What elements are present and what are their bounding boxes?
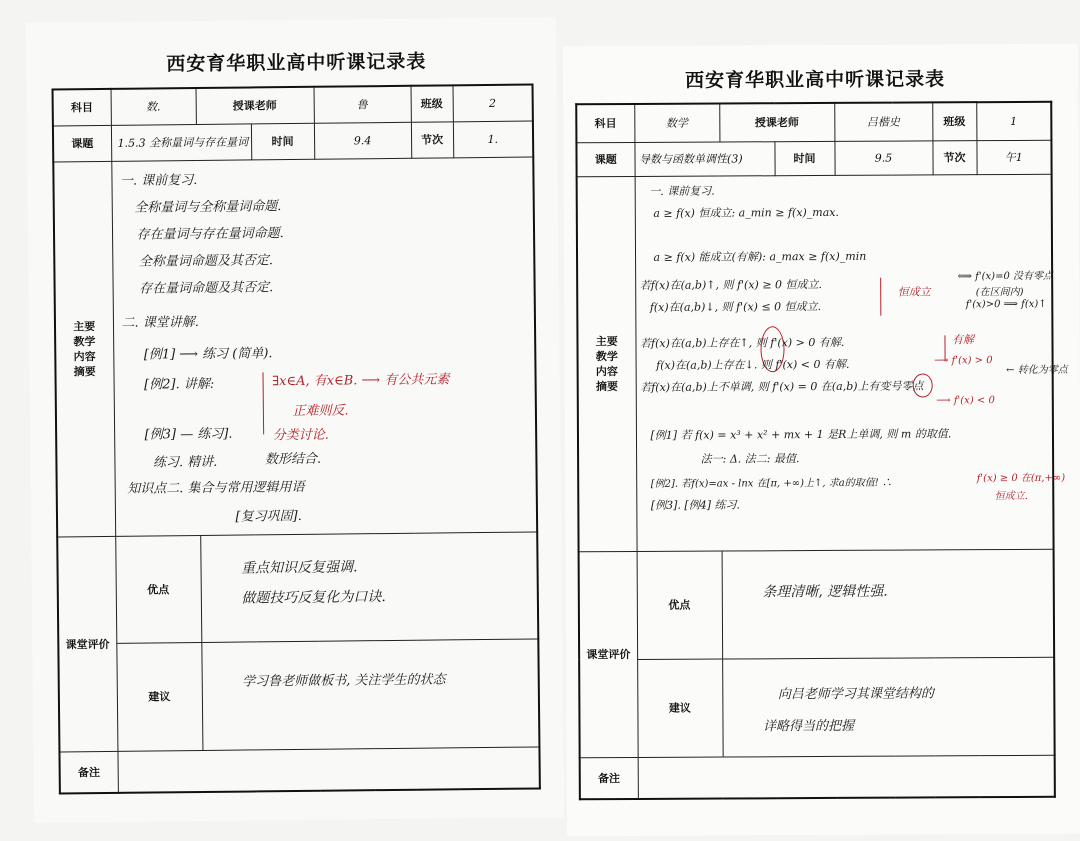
remarks-label: 备注 <box>580 757 638 799</box>
subject-label: 科目 <box>53 89 111 126</box>
annotation: ⟺ f'(x)=0 没有零点 <box>957 270 1054 282</box>
strength-line: 条理清晰, 逻辑性强. <box>762 583 888 600</box>
content-line: 一. 课前复习. <box>119 172 198 189</box>
teacher-label: 授课老师 <box>196 87 314 124</box>
teacher-value: 鲁 <box>314 86 411 123</box>
content-line: 法一: Δ. 法二: 最值. <box>700 451 800 466</box>
content-line: a ≥ f(x) 能成立(有解): a_max ≥ f(x)_min <box>653 249 867 264</box>
red-bracket <box>262 372 264 434</box>
suggestion-line: 详略得当的把握 <box>762 718 855 734</box>
annotation: f'(x)>0 ⟹ f(x)↑ <box>965 298 1047 310</box>
evaluation-label: 课堂评价 <box>579 551 638 757</box>
annotation: 恒成立 <box>897 284 931 299</box>
topic-label: 课题 <box>576 142 634 176</box>
content-line: 若f(x)在(a,b)↑, 则 f'(x) ≥ 0 恒成立. <box>639 277 823 292</box>
topic-label: 课题 <box>53 125 111 162</box>
annotation: 分类讨论. <box>272 427 329 443</box>
content-line: [例2]. 若f(x)=ax - lnx 在[π, +∞)上↑, 求a的取值! ∴ <box>650 477 892 490</box>
suggestions-area <box>201 638 539 750</box>
teacher-value: 吕楷史 <box>834 102 932 141</box>
time-value: 9.5 <box>834 140 932 175</box>
period-label: 节次 <box>411 121 453 157</box>
content-line: 全称量词命题及其否定. <box>138 252 274 270</box>
remarks-area <box>117 746 539 792</box>
suggestions-label: 建议 <box>116 642 202 751</box>
strengths-label: 优点 <box>637 551 723 659</box>
suggestions-row <box>579 657 1055 757</box>
period-value: 1. <box>453 120 533 157</box>
main-content-area <box>111 156 537 535</box>
content-line: f(x)在(a,b)↓, 则 f'(x) ≤ 0 恒成立. <box>649 299 822 314</box>
red-bracket <box>880 277 881 315</box>
teacher-label: 授课老师 <box>719 103 834 142</box>
content-line: 全称量词与全称量词命题. <box>134 198 282 216</box>
annotation: 正难则反. <box>292 402 349 419</box>
period-label: 节次 <box>932 140 976 174</box>
main-content-label: 主要 教学 内容 摘要 <box>577 176 637 551</box>
content-line: 二. 课堂讲解. <box>121 314 199 331</box>
annotation: ⟶ f'(x) < 0 <box>936 394 995 406</box>
time-label: 时间 <box>251 123 314 160</box>
content-line: a ≥ f(x) 恒成立: a_min ≥ f(x)_max. <box>653 205 840 220</box>
suggestion-line: 向吕老师学习其课堂结构的 <box>777 685 934 702</box>
strength-line: 做题技巧反复化为口诀. <box>241 588 386 607</box>
strength-line: 重点知识反复强调. <box>240 558 358 577</box>
subject-value: 数. <box>111 88 196 125</box>
annotation: 恒成立. <box>994 490 1029 502</box>
record-table <box>575 101 1068 800</box>
period-value: 午1 <box>976 140 1051 174</box>
content-line: 若f(x)在(a,b)上存在↑, 则 f'(x) > 0 有解. <box>639 335 845 350</box>
header-row-1 <box>53 84 533 125</box>
subject-value: 数学 <box>634 104 719 142</box>
class-value: 1 <box>976 102 1051 140</box>
content-line: f(x)在(a,b)上存在↓. 则 f'(x) < 0 有解. <box>656 357 850 372</box>
header-row-2 <box>576 140 1051 176</box>
annotation: ← 转化为零点 <box>1006 364 1068 376</box>
annotation: ⟶ f'(x) > 0 <box>934 354 993 366</box>
annotation: ∃x∈A, 有x∈B. ⟶ 有公共元素 <box>272 371 450 389</box>
content-line: 存在量词与存在量词命题. <box>136 225 284 243</box>
remarks-area <box>638 755 1055 799</box>
annotation: (在区间内) <box>975 286 1024 298</box>
content-line: [例3] — 练习]. <box>144 426 233 443</box>
time-value: 9.4 <box>314 122 411 159</box>
content-line: 数形结合. <box>264 451 322 467</box>
form-title: 西安育华职业高中听课记录表 <box>166 50 427 76</box>
class-label: 班级 <box>932 102 976 140</box>
record-form-right <box>563 44 1080 837</box>
remarks-row <box>59 746 539 793</box>
main-content-label: 主要 教学 内容 摘要 <box>53 161 115 537</box>
suggestions-area <box>722 657 1055 757</box>
topic-value: 1.5.3 全称量词与存在量词 <box>111 123 251 160</box>
content-line: [例1] 若 f(x) = x³ + x² + mx + 1 是R上单调, 则 m 的取值. <box>650 426 952 442</box>
content-line: 知识点二. 集合与常用逻辑用语 <box>127 479 305 497</box>
record-table <box>52 83 541 794</box>
annotation: 有解 <box>951 332 975 346</box>
header-row-1 <box>576 102 1051 142</box>
record-form-left <box>26 17 564 823</box>
suggestions-label: 建议 <box>637 659 723 757</box>
main-content-area <box>635 174 1068 551</box>
suggestions-row <box>58 638 539 751</box>
class-label: 班级 <box>411 85 453 121</box>
content-line: [例2]. 讲解: <box>144 376 215 393</box>
strengths-row <box>579 549 1055 659</box>
content-line: [复习巩固]. <box>235 508 302 525</box>
suggestion-line: 学习鲁老师做板书, 关注学生的状态 <box>242 671 446 690</box>
strengths-area <box>722 549 1055 659</box>
topic-value: 导数与函数单调性(3) <box>634 141 774 176</box>
red-circle <box>912 373 932 397</box>
content-line: [例3]. [例4] 练习. <box>650 497 741 512</box>
remarks-row <box>580 755 1055 799</box>
strengths-row <box>57 531 538 643</box>
content-line: [例1] ⟶ 练习 (简单). <box>143 345 273 363</box>
main-content-row <box>53 156 537 536</box>
header-row-2 <box>53 120 533 161</box>
content-line: 练习. 精讲. <box>152 454 218 470</box>
remarks-label: 备注 <box>59 751 117 794</box>
form-title: 西安育华职业高中听课记录表 <box>685 68 946 92</box>
class-value: 2 <box>453 84 533 121</box>
evaluation-label: 课堂评价 <box>57 536 117 752</box>
subject-label: 科目 <box>576 104 634 142</box>
strengths-label: 优点 <box>115 535 201 643</box>
content-line: 一. 课前复习. <box>649 184 715 198</box>
annotation: f'(x) ≥ 0 在(π,+∞) <box>976 472 1066 484</box>
strengths-area <box>200 531 538 642</box>
content-line: 若f(x)在(a,b)上不单调, 则 f'(x) = 0 在(a,b)上有变号零点 <box>640 378 924 394</box>
content-line: 存在量词命题及其否定. <box>139 279 274 297</box>
main-content-row <box>577 174 1054 551</box>
time-label: 时间 <box>774 141 834 175</box>
